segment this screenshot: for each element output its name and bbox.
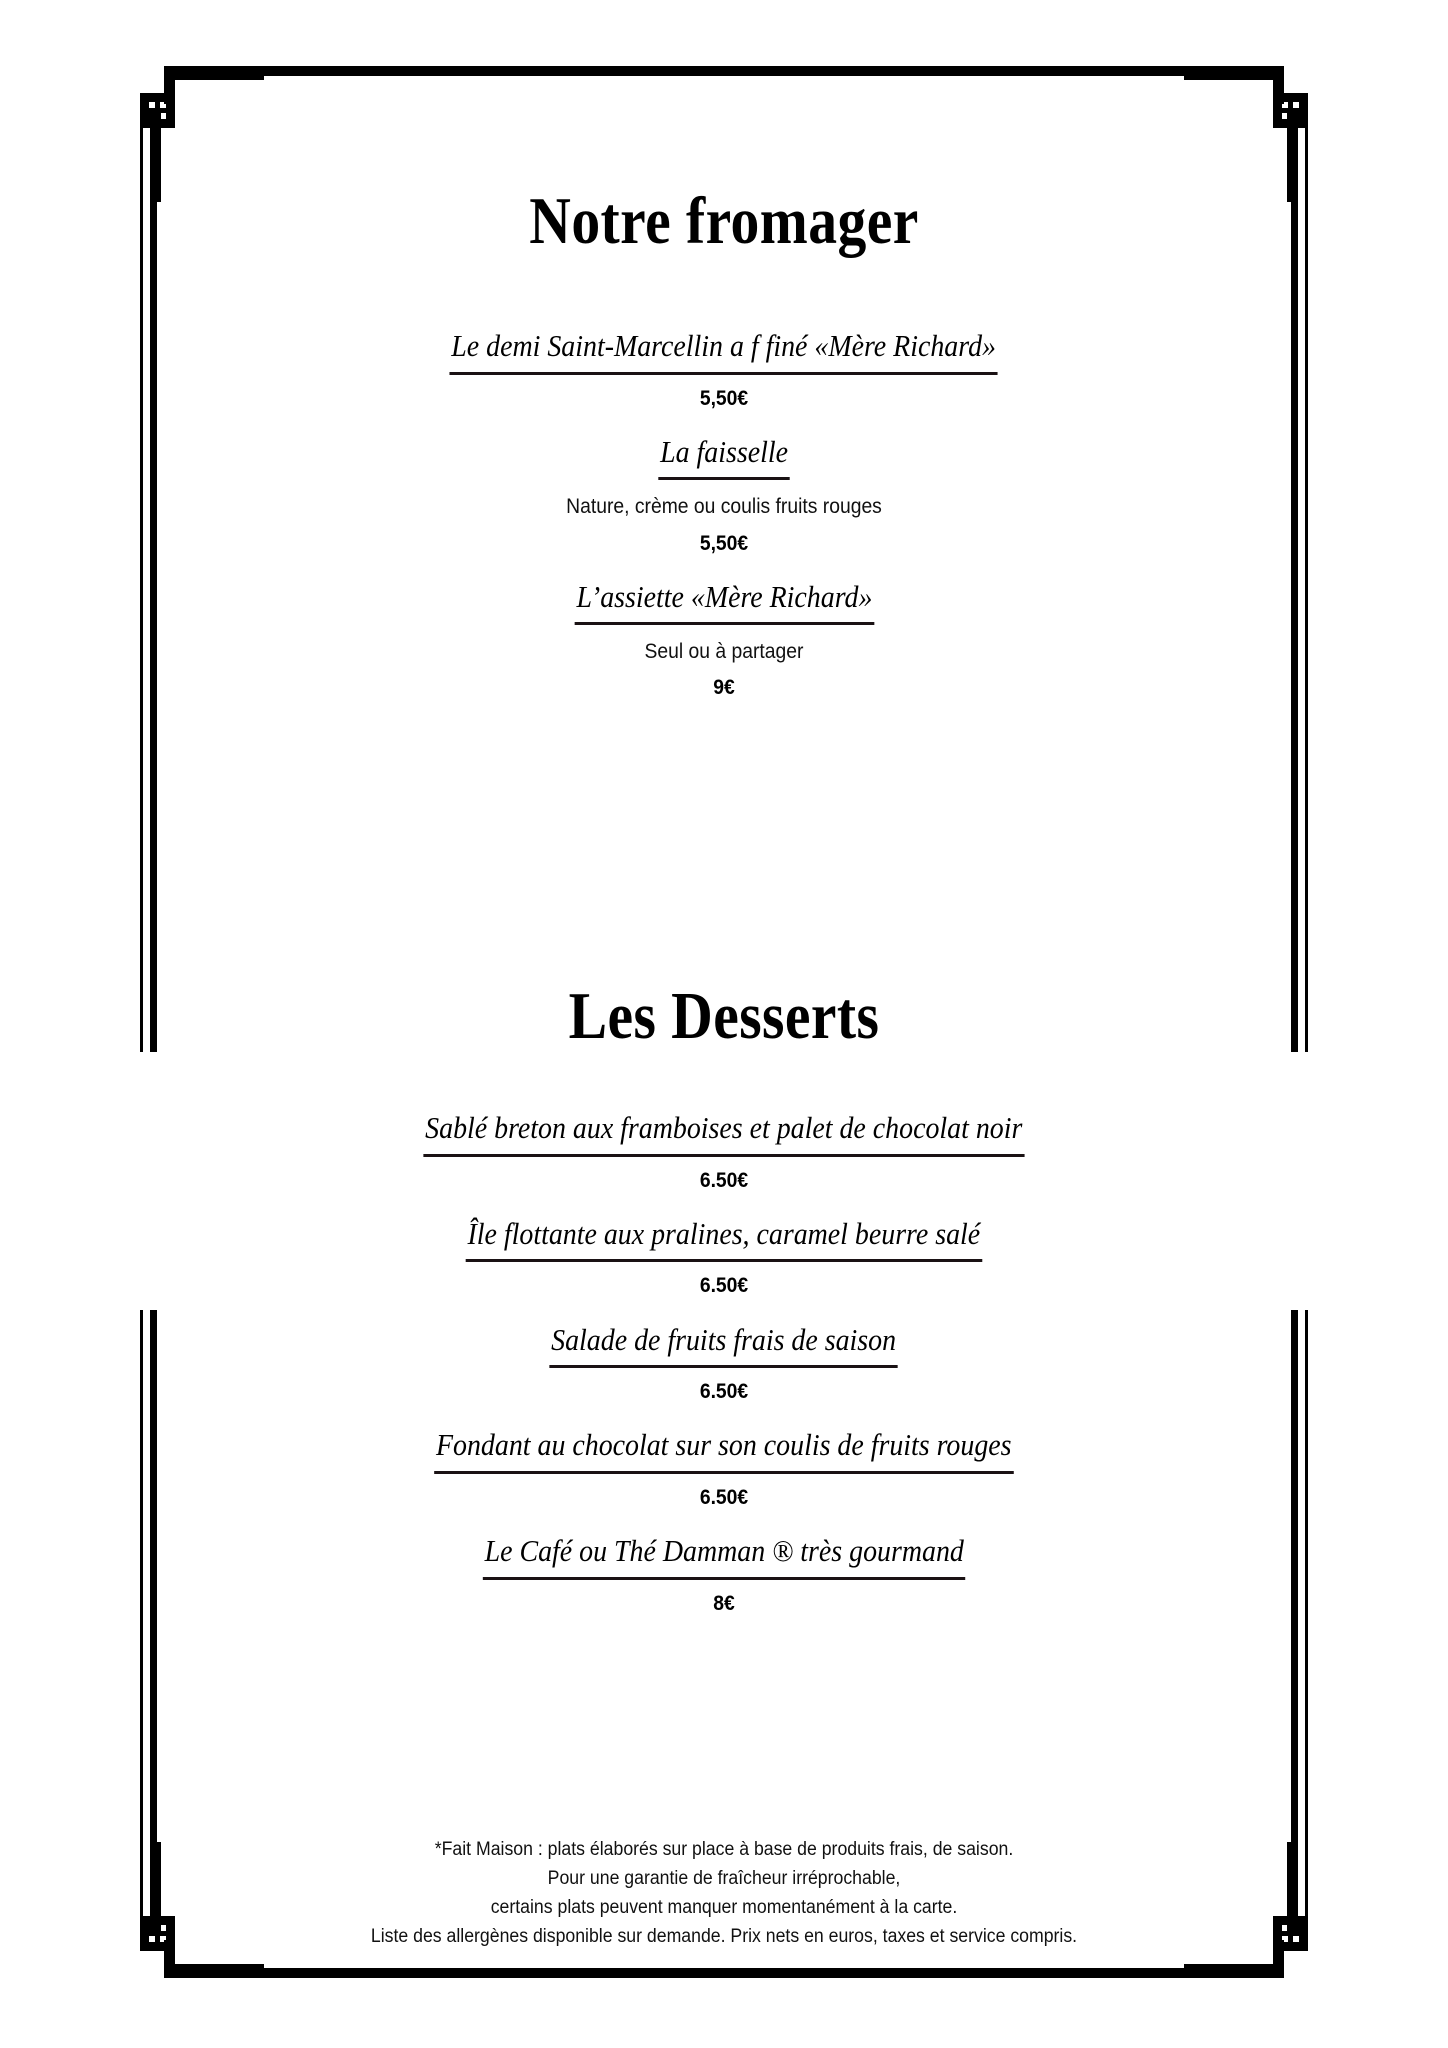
menu-item-name: Sablé breton aux framboises et palet de chocolat noir [424, 1110, 1025, 1157]
menu-item [0, 328, 1448, 411]
menu-item-price: 9€ [713, 676, 735, 700]
footer-line: *Fait Maison : plats élaborés sur place à base de produits frais, de saison. [434, 1839, 1014, 1860]
menu-item-price: 5,50€ [699, 531, 749, 555]
menu-item-name: Le demi Saint-Marcellin a f finé «Mère Richard» [450, 328, 998, 375]
menu-item-name: La faisselle [658, 434, 789, 481]
section-title-desserts: Les Desserts [568, 979, 880, 1053]
footer-line: Liste des allergènes disponible sur demande. Prix nets en euros, taxes et service compris. [370, 1925, 1078, 1947]
art-deco-corner-ornament-icon [1184, 52, 1344, 202]
item-list-desserts [0, 1110, 1448, 1616]
menu-item [0, 1216, 1448, 1299]
menu-item-name: Fondant au chocolat sur son coulis de fruits rouges [434, 1427, 1013, 1474]
menu-item [0, 1110, 1448, 1193]
menu-item-description: Seul ou à partager [644, 640, 804, 664]
menu-item-name: Le Café ou Thé Damman ® très gourmand [483, 1533, 966, 1580]
menu-item-name: L’assiette «Mère Richard» [574, 579, 874, 626]
menu-item [0, 1533, 1448, 1616]
menu-item-price: 6.50€ [699, 1485, 749, 1509]
menu-item [0, 1322, 1448, 1405]
frame-rule-top-thin [264, 66, 1184, 69]
menu-item-price: 6.50€ [699, 1274, 749, 1298]
menu-item-price: 6.50€ [699, 1380, 749, 1404]
footer-line: Pour une garantie de fraîcheur irréprochable, [547, 1867, 901, 1889]
menu-item-price: 5,50€ [699, 386, 749, 410]
menu-item-name: Île flottante aux pralines, caramel beurre salé [466, 1216, 982, 1263]
menu-item-name: Salade de fruits frais de saison [550, 1322, 898, 1369]
frame-rule-bottom-thin [264, 1975, 1184, 1978]
menu-item [0, 434, 1448, 556]
footer-notes [51, 1836, 1398, 1952]
menu-item [0, 579, 1448, 701]
section-title-fromager: Notre fromager [529, 184, 919, 258]
footer-line: certains plats peuvent manquer momentanément à la carte. [490, 1896, 958, 1918]
menu-item-description: Nature, crème ou coulis fruits rouges [566, 495, 882, 519]
item-list-fromager [0, 328, 1448, 701]
menu-item-price: 6.50€ [699, 1168, 749, 1192]
frame-rule-bottom-thick [264, 1968, 1184, 1975]
art-deco-corner-ornament-icon [104, 52, 264, 202]
frame-rule-top-thick [264, 69, 1184, 76]
menu-item-price: 8€ [713, 1591, 735, 1615]
menu-item [0, 1427, 1448, 1510]
